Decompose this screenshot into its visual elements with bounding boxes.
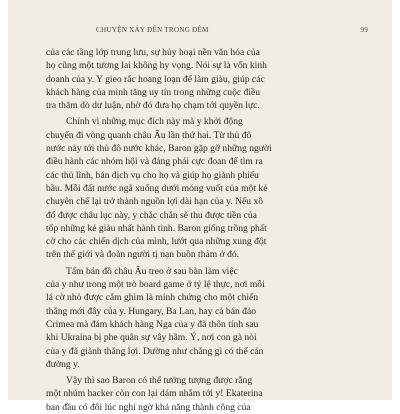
text-line: khách hàng của mình tăng uy tín trong những cuộc điều xyxy=(46,86,261,98)
text-line: khi Ukraina bị phe quân sự vây hãm. Ý, nơi con gà nòi xyxy=(46,332,257,344)
body-text xyxy=(46,46,372,414)
text-line: Crimea mà đám khách hàng Nga của y đã thôn tính sau xyxy=(46,318,259,330)
paragraph xyxy=(46,265,372,371)
text-line: Chính vì những mục đích này mà y khởi động xyxy=(66,116,243,128)
text-line: chuyên chế lại trở thành nguồn lợi dài hạn của y. Nếu xô xyxy=(46,196,264,208)
text-line: doanh của y. Y gieo rắc hoang loạn để làm giàu, giúp các xyxy=(46,73,265,85)
text-line: đổ được châu lục này, y chắc chắn sẽ thu được tiền của xyxy=(46,209,257,221)
text-line: Tấm bản đồ châu Âu treo ở sau bàn làm việc xyxy=(66,265,238,277)
book-page xyxy=(8,0,392,413)
text-line: lá cờ nhỏ được cắm ghim là minh chứng cho một chiến xyxy=(46,292,259,304)
text-line: điều hành các nhóm hội và đảng phái cực đoan để tìm ra xyxy=(46,156,263,168)
text-line: Vậy thì sao Baron có thể tưởng tượng được rằng xyxy=(66,375,253,387)
text-line: của các tầng lớp trung lưu, sự hủy hoại nền văn hóa của xyxy=(46,47,260,58)
text-line: bầu. Mỗi đất nước ngã xuống dưới móng vuốt của một kẻ xyxy=(46,182,268,194)
text-line: đường y. xyxy=(46,358,80,370)
paragraph xyxy=(46,115,372,261)
text-line: họ cũng một tương lai không hy vọng. Nói sự là vốn kinh xyxy=(46,60,267,72)
text-line: một nhúm hacker còn con lại dám nhắm tới y! Ekaterina xyxy=(46,388,263,400)
text-line: của y đã giành thắng lợi. Dường như chẳng gì có thể cản xyxy=(46,345,264,357)
text-line: trên thế giới và đoàn người tị nạn buồn thảm ở đó. xyxy=(46,249,240,261)
text-line: các thủ lĩnh, bán dịch vụ cho họ và giúp họ giành phiếu xyxy=(46,169,259,181)
chapter-title: CHUYỆN XẢY ĐẾN TRONG ĐÊM xyxy=(96,26,209,34)
text-line: tra thăm dò dư luận, nhờ đó đưa họ chạm tới quyền lực. xyxy=(46,100,260,112)
text-line: cờ cho các chiến dịch của mình, lướt qua những xung đột xyxy=(46,236,267,248)
page-number: 99 xyxy=(360,26,368,34)
text-line: ban đầu có đôi lúc nghi ngờ khả năng thành công của xyxy=(46,401,251,413)
text-line: nước này tới thủ đô nước khác, Baron gặp gỡ những người xyxy=(46,143,272,155)
running-header xyxy=(46,26,372,40)
paragraph xyxy=(46,46,372,112)
text-line: chuyến đi vòng quanh châu Âu lần thứ hai. Từ thủ đô xyxy=(46,129,252,141)
text-line: của y như trong một trò board game ở tỷ lệ thực, nơi mỗi xyxy=(46,279,265,291)
text-line: tốp những kẻ giàu nhất hành tinh. Baron giống trồng phất xyxy=(46,222,267,234)
paragraph xyxy=(46,374,372,414)
text-line: thắng mới đây của y. Hungary, Ba Lan, hay cả bán đảo xyxy=(46,305,257,317)
